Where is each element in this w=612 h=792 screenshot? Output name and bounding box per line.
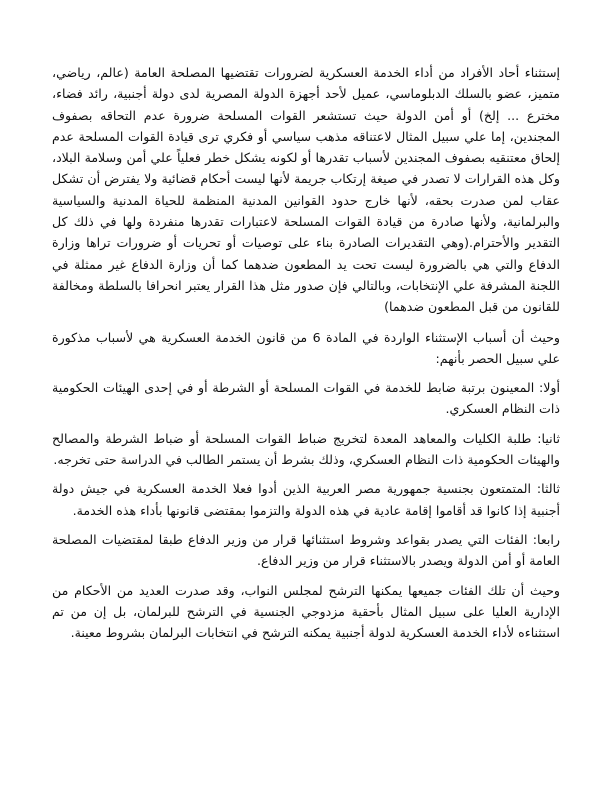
paragraph-parliament-candidacy: وحيث أن تلك الفئات جميعها يمكنها الترشح لمجلس النواب، وقد صدرت العديد من الأحكام من الإدارية العليا على سبيل المثال بأحقية مزدوجي الجنسية في الترشح للبرلمان، بل إن من تم استثناءه لأداء الخدمة العسكرية لدولة أجنبية يمكنه الترشح في انتخابات البرلمان بشروط معينة. [52, 582, 560, 641]
paragraph-fourth-defense-minister: رابعا: الفئات التي يصدر بقواعد وشروط استثنائها قرار من وزير الدفاع طبقا لمقتضيات المصلحة العامة أو أمن الدولة ويصدر بالاستثناء قرار من وزير الدفاع. [52, 531, 560, 569]
paragraph-second-students: ثانيا: طلبة الكليات والمعاهد المعدة لتخريج ضباط القوات المسلحة أو ضباط الشرطة والمصالح والهيئات الحكومية ذات النظام العسكري، وذلك بشرط أن يستمر الطالب في الدراسة حتى تخرجه. [52, 430, 560, 468]
document-page [52, 62, 560, 651]
paragraph-third-foreign-service: ثالثا: المتمتعون بجنسية جمهورية مصر العربية الذين أدوا فعلا الخدمة العسكرية في جيش دولة أجنبية إذا كانوا قد أقاموا إقامة عادية في هذه الدولة والتزموا بمقتضى قانونها بأداء هذه الخدمة. [52, 481, 560, 518]
paragraph-article-6-reasons: وحيث أن أسباب الإستثناء الواردة في المادة 6 من قانون الخدمة العسكرية هي لأسباب مذكورة علي سبيل الحصر بأنهم: [52, 329, 560, 366]
paragraph-first-officers: أولا: المعينون برتبة ضابط للخدمة في القوات المسلحة أو الشرطة أو في إحدى الهيئات الحكومية ذات النظام العسكري. [52, 380, 560, 417]
paragraph-exemption-individuals: إستثناء أحاد الأفراد من أداء الخدمة العسكرية لضرورات تقتضيها المصلحة العامة (عالم، رياضي، متميز، عضو بالسلك الدبلوماسي، عميل لأحد أجهزة الدولة المصرية لدى دولة أجنبية، رائد فضاء، مخترع ... إلخ) أو أمن الدولة حيث تستشعر القوات المسلحة ضرورة عدم التحاقه بصفوف المجندين، إما علي سبيل المثال لاعتناقه مذهب سياسي أو فكري ترى قيادة القوات المسلحة عدم إلحاق معتنقيه بصفوف المجندين لأسباب تقدرها أو لكونه يشكل خطر فعلياً علي أمن وسلامة البلاد، وكل هذه القرارات لا تصدر في صيغة إرتكاب جريمة لأنها ليست أحكام قضائية ولا يفترض أن تشكل عقاب لمن صدرت بحقه، لأنها خارج حدود القوانين المدنية المنظمة للحياة المدنية والسياسية والبرلمانية، ولأنها صادرة من قيادة القوات المسلحة لاعتبارات تقدرها منفردة ولها في ذلك كل التقدير والأحترام.(وهي التقديرات الصادرة بناء على توصيات أو تحريات أو ضرورات تراها وزارة الدفاع والتي هي بالضرورة ليست تحت يد المطعون ضدهما كما أن وزارة الدفاع غير ممثلة في اللجنة المشرفة علي الإنتخابات، وبالتالي فإن صدور مثل هذا القرار يعتبر انحرافا بالسلطة ومخالفة للقانون من قبل المطعون ضدهما) [52, 65, 560, 315]
